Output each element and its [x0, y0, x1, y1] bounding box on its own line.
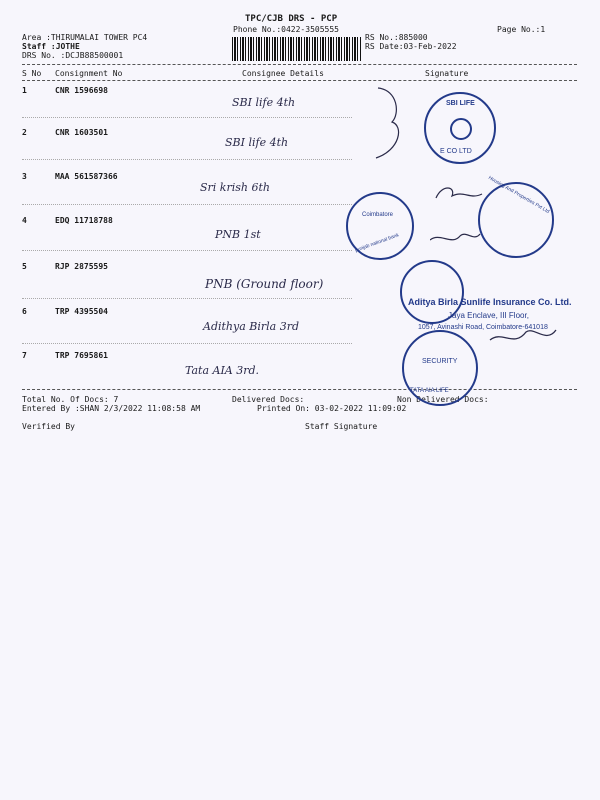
non-delivered-docs: Non Delivered Docs:: [397, 395, 489, 404]
row-handwritten-note: SBI life 4th: [225, 136, 289, 149]
aditya-stamp-line3: 1057, Avinashi Road, Coimbatore-641018: [418, 324, 548, 331]
col-consignment: Consignment No: [55, 69, 123, 78]
printed-on: Printed On: 03-02-2022 11:09:02: [257, 404, 407, 413]
row-consignment: TRP 4395504: [55, 307, 108, 316]
row-divider: [22, 250, 352, 251]
staff-label: Staff :JOTHE: [22, 42, 80, 51]
column-divider: [22, 80, 577, 81]
pnb-stamp: [346, 192, 414, 260]
row-consignment: TRP 7695861: [55, 351, 108, 360]
row-sno: 6: [22, 307, 27, 316]
rs-number: RS No.:885000: [365, 33, 428, 42]
rs-date: RS Date:03-Feb-2022: [365, 42, 457, 51]
col-consignee: Consignee Details: [242, 69, 324, 78]
entered-by: Entered By :SHAN 2/3/2022 11:08:58 AM: [22, 404, 201, 413]
row-sno: 5: [22, 262, 27, 271]
handwritten-brace: [370, 84, 410, 162]
area-label: Area :THIRUMALAI TOWER PC4: [22, 33, 148, 42]
document-title: TPC/CJB DRS - PCP: [245, 14, 338, 24]
row-consignment: EDQ 11718788: [55, 216, 113, 225]
row-sno: 1: [22, 86, 27, 95]
row-sno: 2: [22, 128, 27, 137]
signature-scribbles: [430, 180, 580, 380]
row-divider: [22, 159, 352, 160]
total-docs: Total No. Of Docs: 7: [22, 395, 119, 404]
sbi-logo-icon: [450, 118, 472, 140]
row-consignment: MAA 561587366: [55, 172, 118, 181]
row-handwritten-note: Tata AIA 3rd.: [185, 364, 260, 377]
row-consignment: CNR 1603501: [55, 128, 108, 137]
row-consignment: CNR 1596698: [55, 86, 108, 95]
drs-number: DRS No. :DCJB88500001: [22, 51, 124, 60]
row-divider: [22, 298, 352, 299]
tata-stamp-text: TATA AIA LIFE: [410, 388, 449, 394]
row-handwritten-note: SBI life 4th: [232, 96, 296, 109]
row-sno: 3: [22, 172, 27, 181]
page-number: Page No.:1: [497, 25, 546, 34]
row-sno: 4: [22, 216, 27, 225]
barcode: [232, 37, 362, 61]
verified-by: Verified By: [22, 422, 75, 431]
sbi-stamp-text: SBI LIFE: [446, 100, 475, 107]
row-divider: [22, 343, 352, 344]
row-sno: 7: [22, 351, 27, 360]
pnb-stamp-city: Coimbatore: [362, 212, 394, 218]
row-handwritten-note: Sri krish 6th: [200, 181, 270, 194]
row-consignment: RJP 2875595: [55, 262, 108, 271]
row-handwritten-note: Adithya Birla 3rd: [203, 320, 300, 333]
pnb-stamp-text: punjab national bank: [354, 232, 400, 254]
sbi-stamp-sub: E CO LTD: [440, 148, 472, 155]
row-divider: [22, 117, 352, 118]
staff-signature: Staff Signature: [305, 422, 378, 431]
row-handwritten-note: PNB (Ground floor): [205, 277, 324, 291]
aditya-stamp-line1: Aditya Birla Sunlife Insurance Co. Ltd.: [408, 297, 572, 307]
aditya-stamp-line2: Jaya Enclave, III Floor,: [448, 311, 529, 320]
delivered-docs: Delivered Docs:: [232, 395, 305, 404]
housing-stamp-text: Housing And Properties Pvt Ltd: [487, 175, 551, 215]
phone-number: Phone No.:0422-3505555: [233, 25, 339, 34]
header-divider: [22, 64, 577, 65]
security-text: SECURITY: [422, 358, 458, 365]
row-divider: [22, 204, 352, 205]
row-handwritten-note: PNB 1st: [215, 228, 261, 241]
col-sno: S No: [22, 69, 42, 78]
sbi-life-stamp: [424, 92, 496, 164]
footer-divider: [22, 389, 577, 390]
col-signature: Signature: [425, 69, 469, 78]
